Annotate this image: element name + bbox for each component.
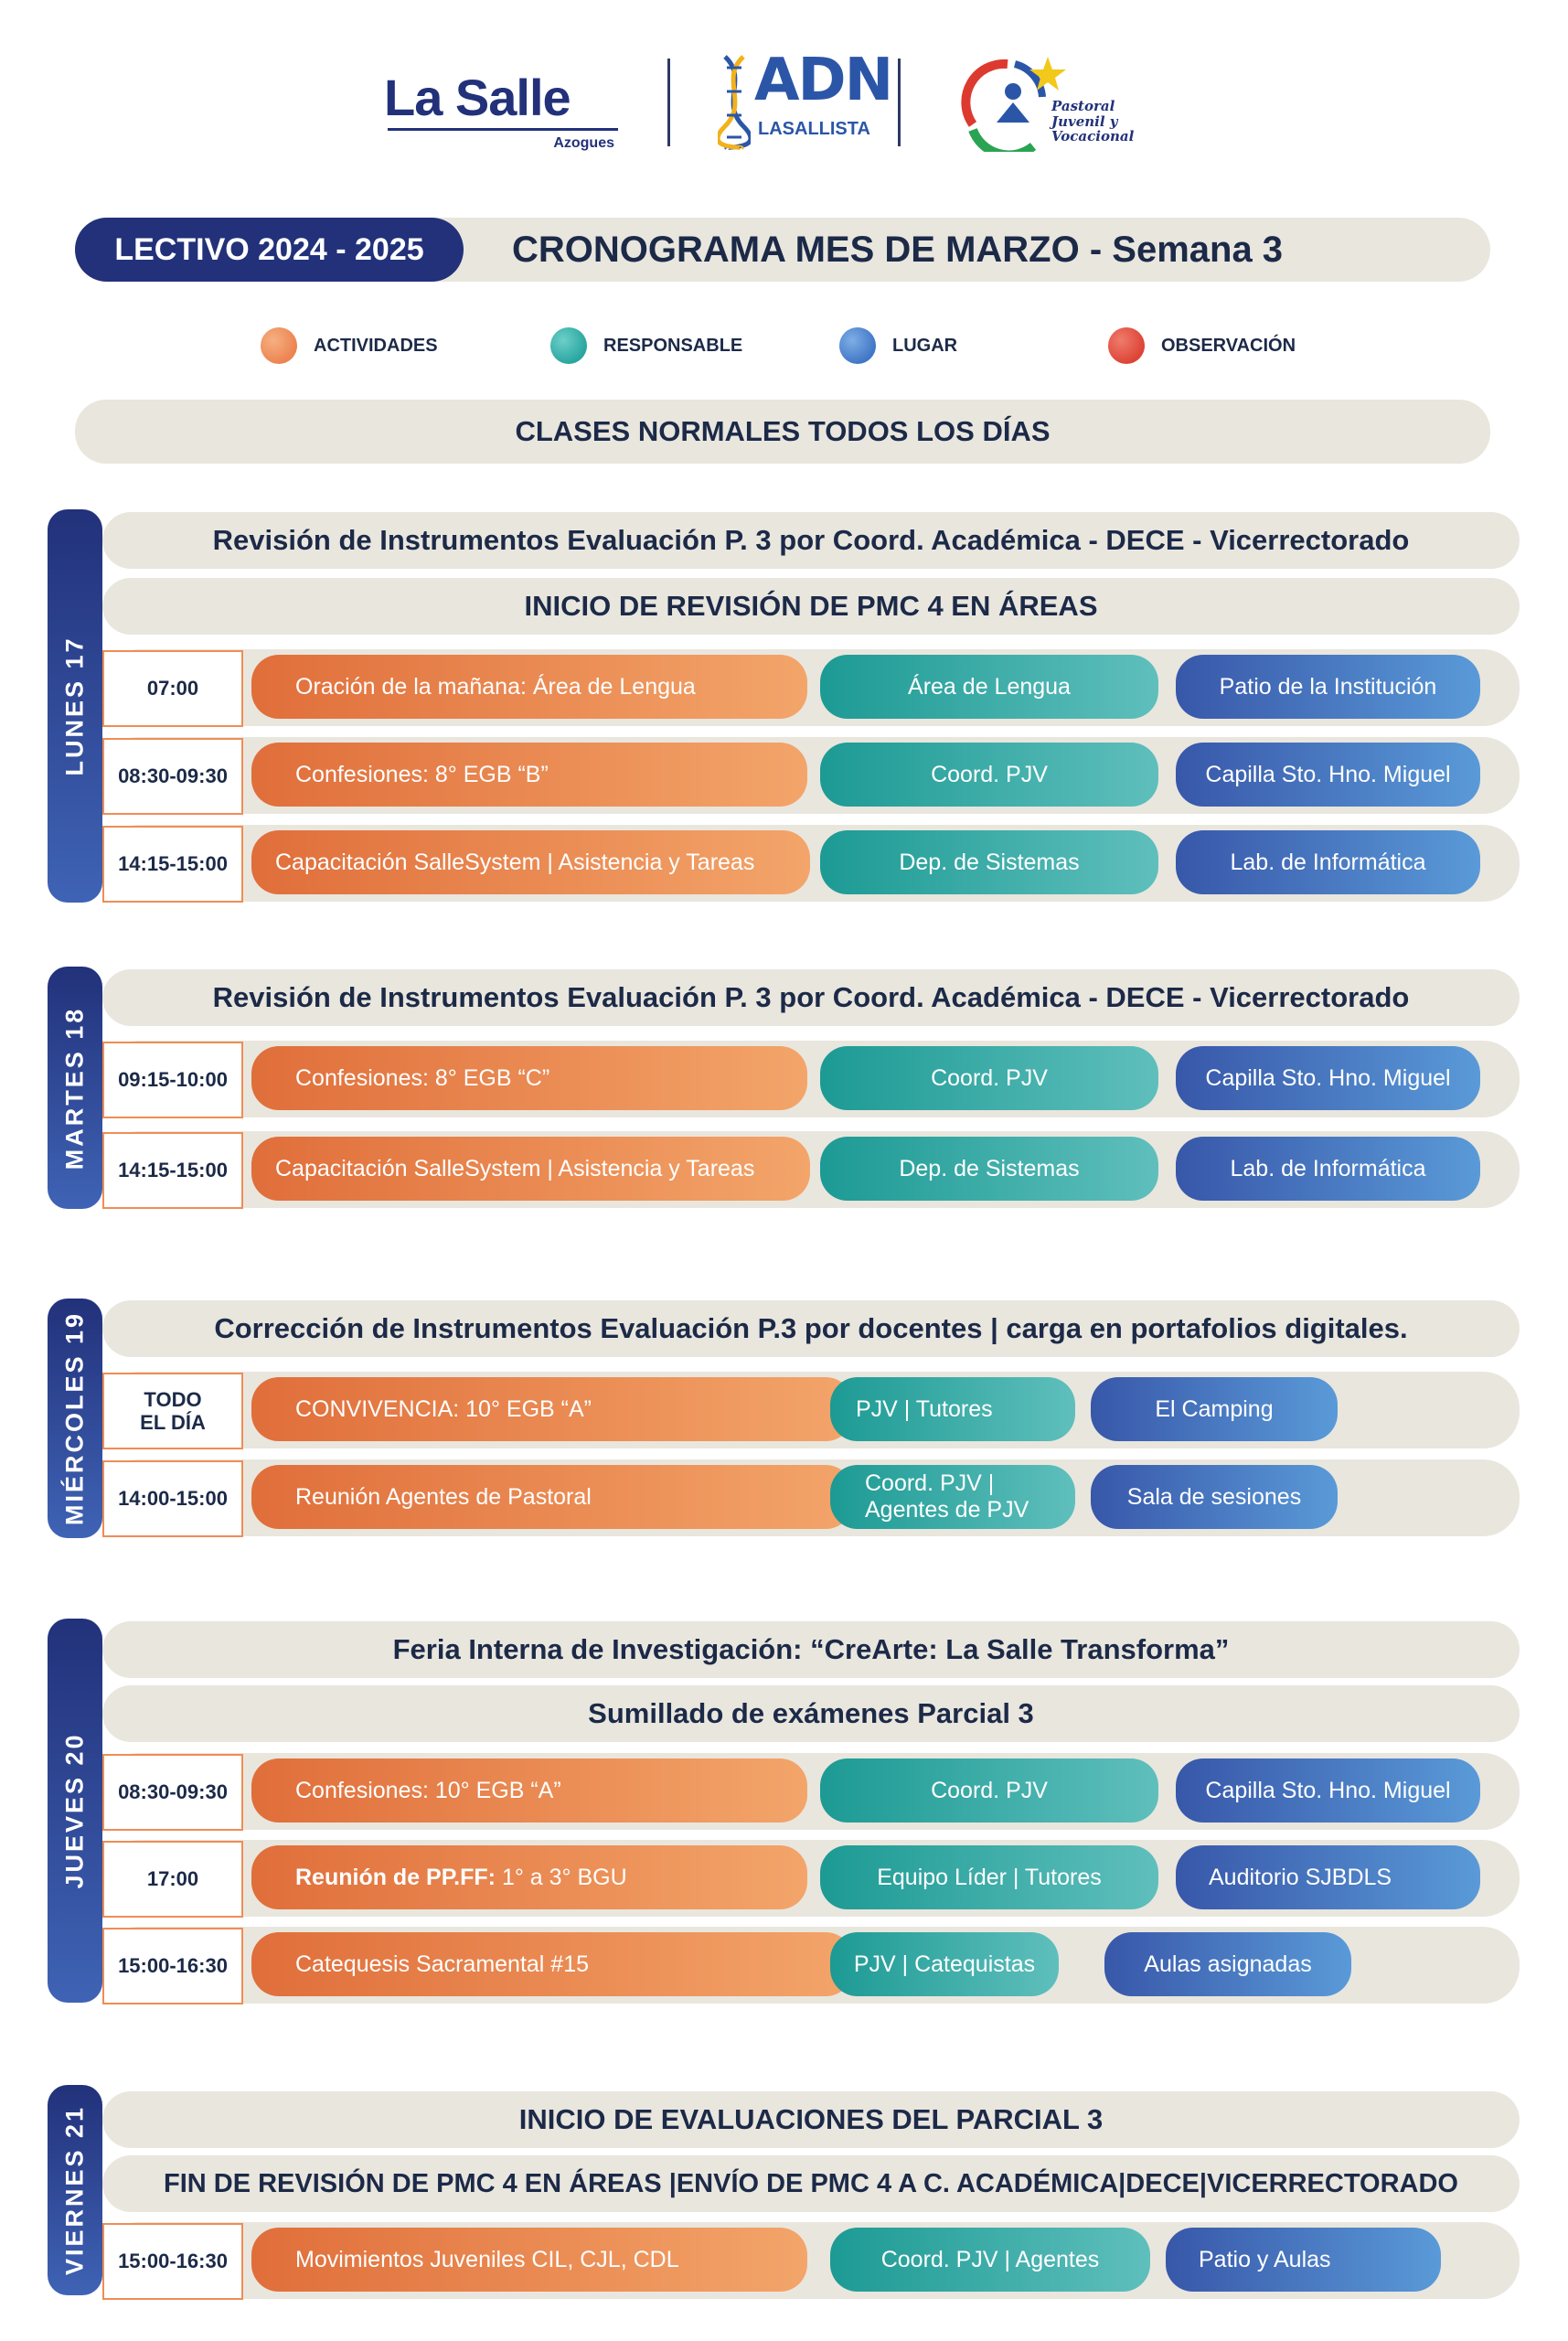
- responsible-pill: Dep. de Sistemas: [820, 1137, 1158, 1201]
- legend-label: ACTIVIDADES: [314, 335, 438, 356]
- responsible-pill: PJV | Catequistas: [830, 1932, 1059, 1996]
- place-pill: Sala de sesiones: [1091, 1465, 1338, 1529]
- legend-item-observation: [1108, 327, 1296, 364]
- red-dot-icon: [1108, 327, 1145, 364]
- time-cell: 07:00: [102, 650, 243, 727]
- activity-pill: Reunión Agentes de Pastoral: [251, 1465, 853, 1529]
- logo-separator: [667, 59, 670, 146]
- time-cell: 08:30-09:30: [102, 738, 243, 815]
- time-cell: 14:15-15:00: [102, 826, 243, 903]
- activity-pill: CONVIVENCIA: 10° EGB “A”: [251, 1377, 853, 1441]
- responsible-line: Coord. PJV |: [865, 1470, 995, 1497]
- lasalle-logo-underline: [388, 128, 618, 131]
- time-cell: 14:00-15:00: [102, 1460, 243, 1537]
- day-banner: Revisión de Instrumentos Evaluación P. 3 por Coord. Académica - DECE - Vicerrectorado: [102, 969, 1520, 1026]
- responsible-pill: Dep. de Sistemas: [820, 830, 1158, 894]
- pastoral-logo-line2: Juvenil y Vocacional: [1051, 112, 1135, 144]
- day-banner: Corrección de Instrumentos Evaluación P.3 por docentes | carga en portafolios digitales.: [102, 1300, 1520, 1357]
- responsible-pill: Equipo Líder | Tutores: [820, 1845, 1158, 1909]
- day-tab-wednesday: [48, 1299, 102, 1538]
- activity-pill: Confesiones: 8° EGB “B”: [251, 743, 807, 807]
- activity-text: 1° a 3° BGU: [496, 1864, 627, 1890]
- dna-icon: [718, 55, 751, 150]
- place-pill: Auditorio SJBDLS: [1176, 1845, 1480, 1909]
- time-cell: 17:00: [102, 1841, 243, 1918]
- day-banner: Feria Interna de Investigación: “CreArte: La Salle Transforma”: [102, 1621, 1520, 1678]
- adn-logo-subtext: LASALLISTA: [758, 119, 870, 139]
- place-pill: Aulas asignadas: [1104, 1932, 1351, 1996]
- time-cell: 15:00-16:30: [102, 2223, 243, 2300]
- day-tab-tuesday: [48, 967, 102, 1209]
- teal-dot-icon: [550, 327, 587, 364]
- adn-logo-text: ADN: [754, 47, 892, 114]
- day-banner: FIN DE REVISIÓN DE PMC 4 EN ÁREAS |ENVÍO DE PMC 4 A C. ACADÉMICA|DECE|VICERRECTORADO: [102, 2155, 1520, 2212]
- activity-pill: Capacitación SalleSystem | Asistencia y Tareas: [251, 1137, 810, 1201]
- school-year-badge: LECTIVO 2024 - 2025: [75, 218, 464, 282]
- place-pill: Capilla Sto. Hno. Miguel: [1176, 1046, 1480, 1110]
- time-cell: 14:15-15:00: [102, 1132, 243, 1209]
- time-cell: [102, 1373, 243, 1449]
- place-pill: Capilla Sto. Hno. Miguel: [1176, 1758, 1480, 1823]
- pastoral-logo: [960, 51, 1198, 152]
- time-cell: 08:30-09:30: [102, 1754, 243, 1831]
- legend-item-responsible: [550, 327, 742, 364]
- logo-separator: [898, 59, 901, 146]
- lasalle-logo-city: Azogues: [553, 135, 614, 151]
- responsible-line: Agentes de PJV: [865, 1497, 1029, 1523]
- responsible-pill: Coord. PJV | Agentes: [830, 2228, 1150, 2292]
- lasalle-logo: [384, 48, 622, 157]
- legend-item-activities: [261, 327, 438, 364]
- time-line: TODO: [144, 1387, 202, 1411]
- responsible-pill: PJV | Tutores: [830, 1377, 1075, 1441]
- activity-pill: Confesiones: 10° EGB “A”: [251, 1758, 807, 1823]
- activity-pill: Confesiones: 8° EGB “C”: [251, 1046, 807, 1110]
- legend-item-place: [839, 327, 957, 364]
- responsible-pill: [830, 1465, 1075, 1529]
- page-title: CRONOGRAMA MES DE MARZO - Semana 3: [512, 229, 1284, 270]
- day-tab-friday: [48, 2085, 102, 2295]
- time-cell: 15:00-16:30: [102, 1928, 243, 2004]
- place-pill: El Camping: [1091, 1377, 1338, 1441]
- adn-lasallista-logo: [718, 47, 892, 152]
- day-label: MARTES 18: [60, 1006, 89, 1170]
- legend-label: RESPONSABLE: [603, 335, 743, 356]
- responsible-pill: Coord. PJV: [820, 1046, 1158, 1110]
- day-label: JUEVES 20: [60, 1732, 89, 1889]
- lasalle-logo-text: La Salle: [384, 69, 571, 126]
- day-label: MIÉRCOLES 19: [60, 1310, 89, 1526]
- legend-label: LUGAR: [892, 335, 958, 356]
- day-label: VIERNES 21: [60, 2104, 89, 2276]
- day-label: LUNES 17: [60, 636, 89, 776]
- activity-pill: Oración de la mañana: Área de Lengua: [251, 655, 807, 719]
- place-pill: Patio de la Institución: [1176, 655, 1480, 719]
- pastoral-logo-text: [1051, 99, 1198, 144]
- blue-dot-icon: [839, 327, 876, 364]
- day-banner: INICIO DE EVALUACIONES DEL PARCIAL 3: [102, 2091, 1520, 2148]
- orange-dot-icon: [261, 327, 297, 364]
- day-banner: INICIO DE REVISIÓN DE PMC 4 EN ÁREAS: [102, 578, 1520, 635]
- day-banner: Revisión de Instrumentos Evaluación P. 3 por Coord. Académica - DECE - Vicerrectorado: [102, 512, 1520, 569]
- activity-pill: Capacitación SalleSystem | Asistencia y Tareas: [251, 830, 810, 894]
- time-cell: 09:15-10:00: [102, 1042, 243, 1118]
- responsible-pill: Área de Lengua: [820, 655, 1158, 719]
- responsible-pill: Coord. PJV: [820, 743, 1158, 807]
- activity-pill: [251, 1845, 807, 1909]
- place-pill: Lab. de Informática: [1176, 830, 1480, 894]
- general-banner: CLASES NORMALES TODOS LOS DÍAS: [75, 400, 1490, 464]
- place-pill: Capilla Sto. Hno. Miguel: [1176, 743, 1480, 807]
- place-pill: Lab. de Informática: [1176, 1137, 1480, 1201]
- day-banner: Sumillado de exámenes Parcial 3: [102, 1685, 1520, 1742]
- activity-pill: Catequesis Sacramental #15: [251, 1932, 853, 1996]
- legend-label: OBSERVACIÓN: [1161, 335, 1296, 356]
- activity-pill: Movimientos Juveniles CIL, CJL, CDL: [251, 2228, 807, 2292]
- day-tab-monday: [48, 509, 102, 903]
- activity-bold-text: Reunión de PP.FF:: [295, 1864, 496, 1890]
- pastoral-logo-line1: Pastoral: [1051, 98, 1115, 114]
- day-tab-thursday: [48, 1619, 102, 2003]
- responsible-pill: Coord. PJV: [820, 1758, 1158, 1823]
- place-pill: Patio y Aulas: [1166, 2228, 1441, 2292]
- time-line: EL DÍA: [140, 1411, 206, 1434]
